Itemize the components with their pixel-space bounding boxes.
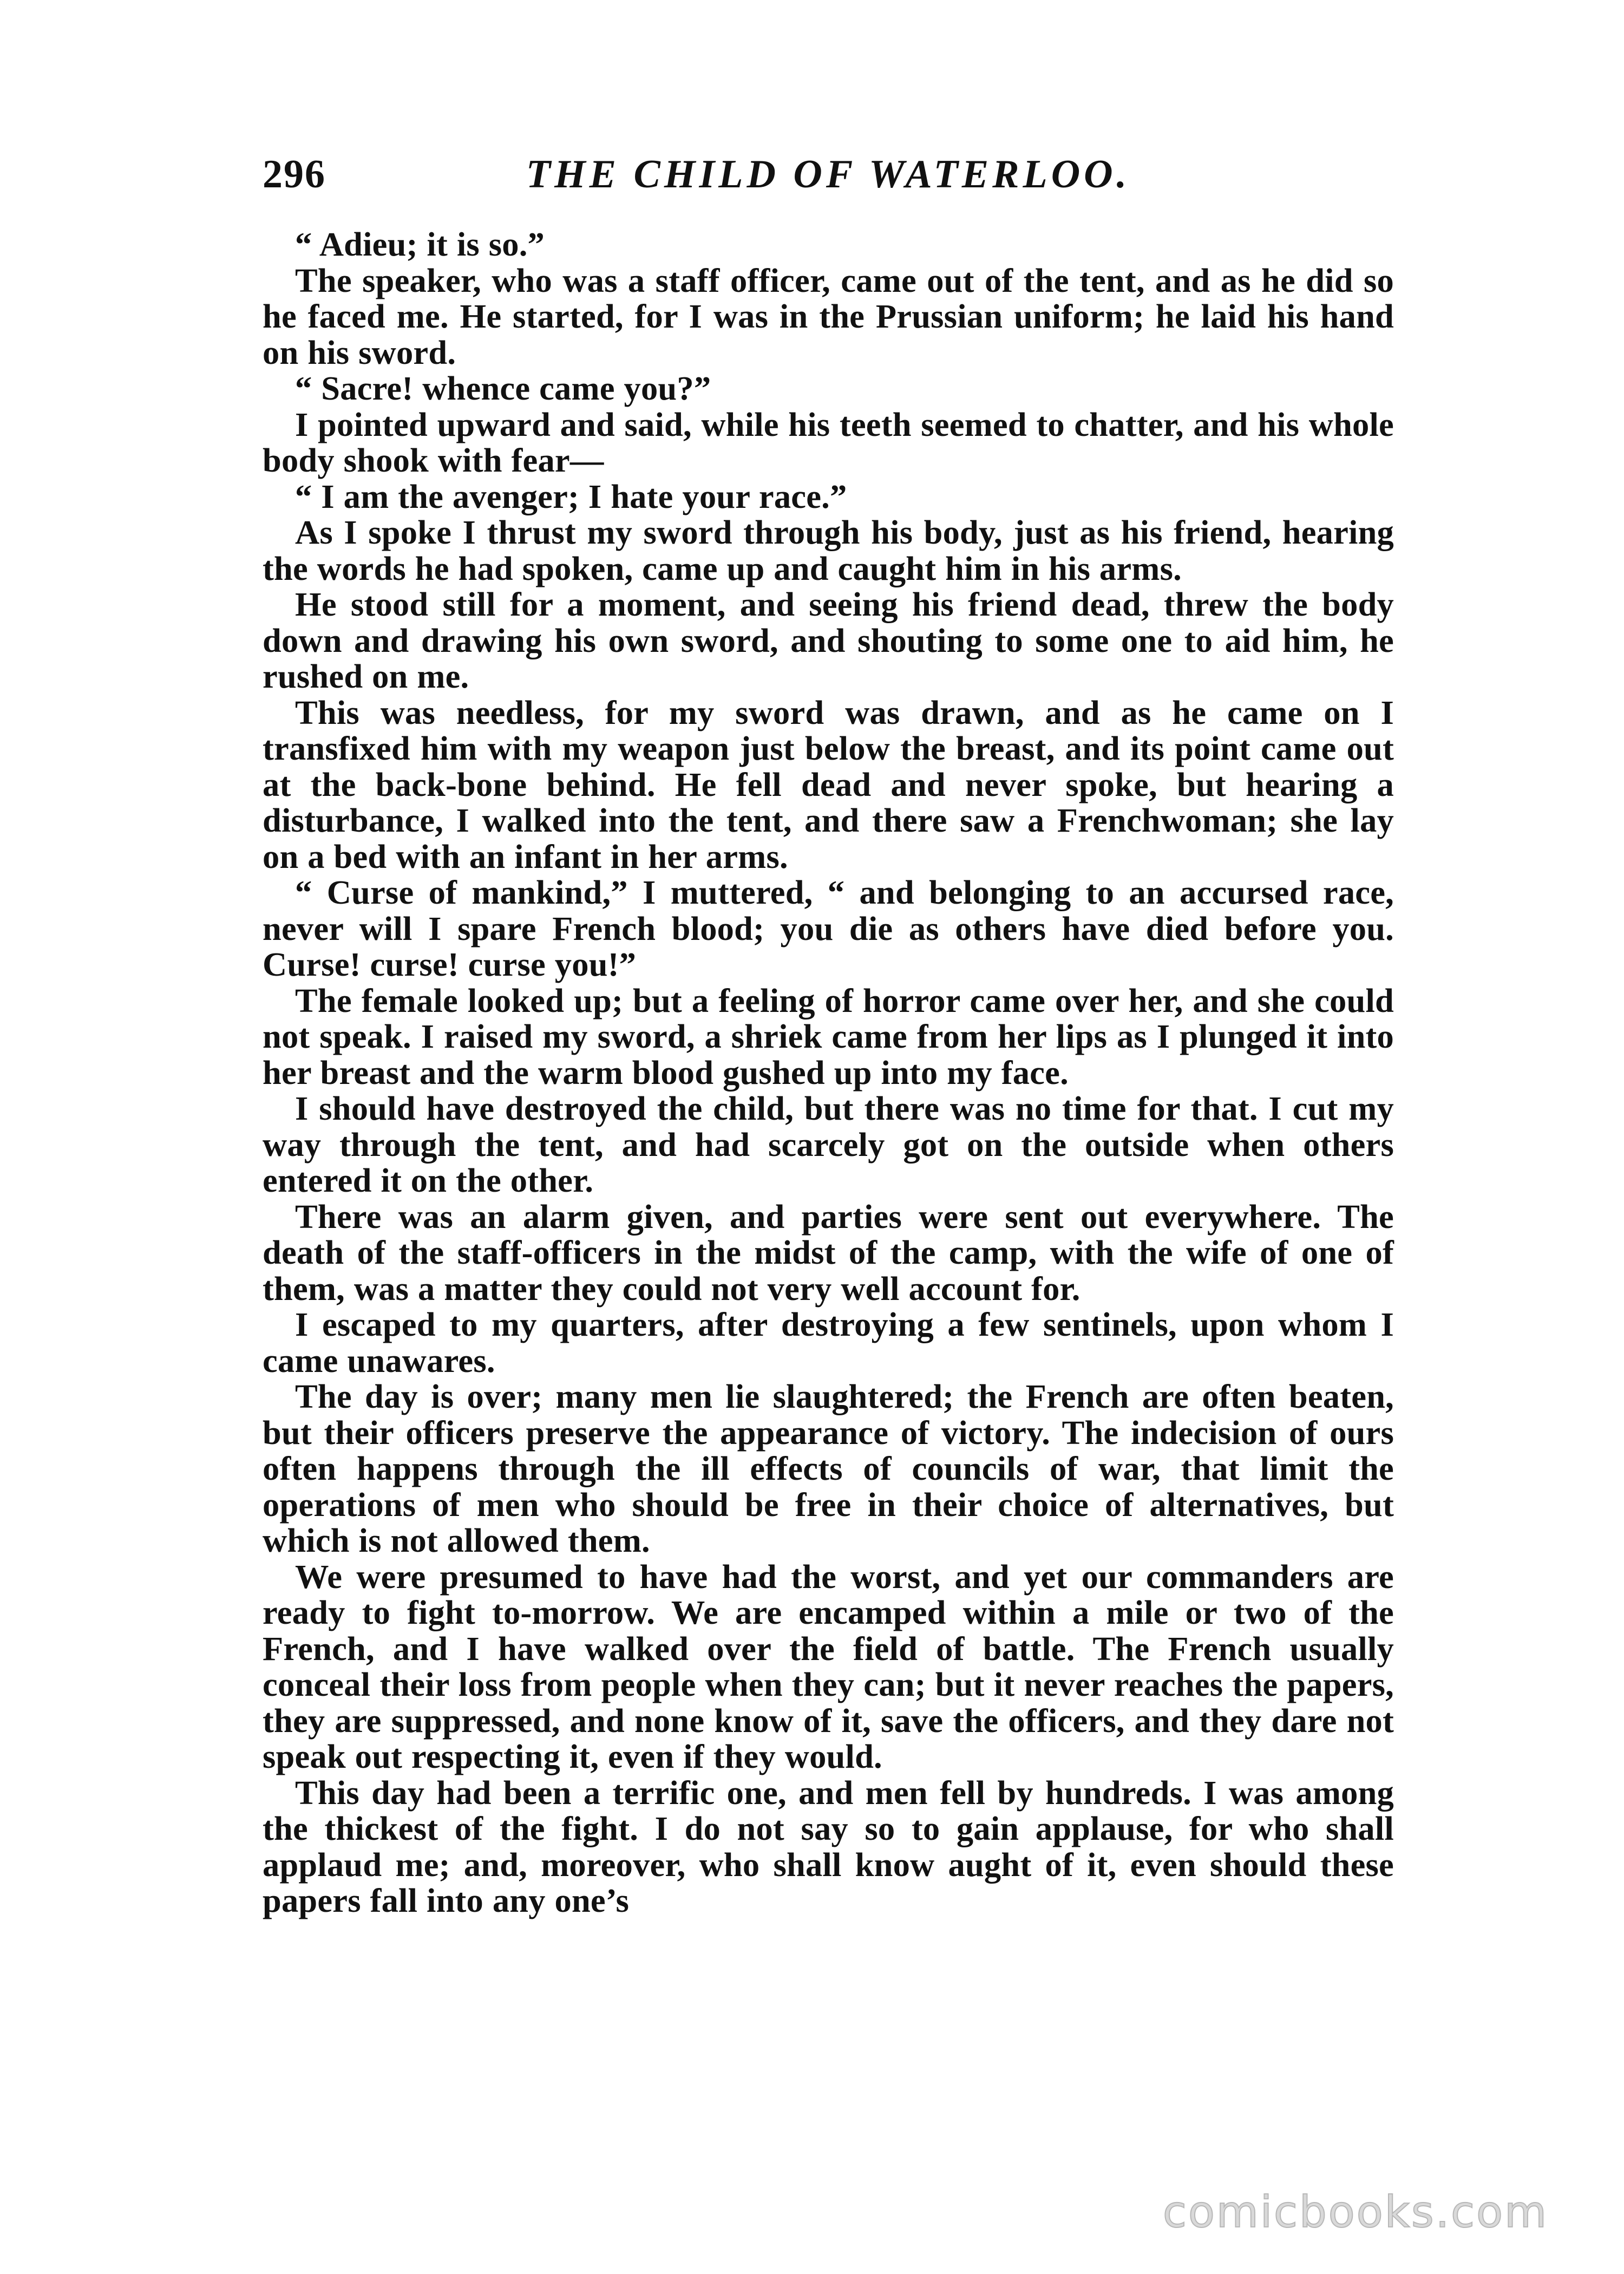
page-number: 296 bbox=[263, 152, 326, 197]
paragraph: There was an alarm given, and parties were sent out everywhere. The death of the staff-officers in the midst of the camp, with the wife of one of them, was a matter they could not very well account for. bbox=[263, 1197, 1394, 1308]
paragraph: “ Curse of mankind,” I muttered, “ and belonging to an accursed race, never will I spare French blood; you die as others have died before you. Curse! curse! curse you!” bbox=[263, 873, 1394, 983]
paragraph: He stood still for a moment, and seeing his friend dead, threw the body down and drawing his own sword, and shouting to some one to aid him, he rushed on me. bbox=[263, 585, 1394, 695]
page-header bbox=[263, 152, 1394, 211]
paragraph: We were presumed to have had the worst, and yet our commanders are ready to fight to-morrow. We are encamped within a mile or two of the French, and I have walked over the field of battle. The French usually conceal their loss from people when they can; but it never reaches the papers, they are suppressed, and none know of it, save the officers, and they dare not speak out respecting it, even if they would. bbox=[263, 1557, 1394, 1775]
paragraph: The female looked up; but a feeling of horror came over her, and she could not speak. I raised my sword, a shriek came from her lips as I plunged it into her breast and the warm blood gushed up into my face. bbox=[263, 981, 1394, 1092]
body-text bbox=[263, 226, 1394, 1919]
paragraph: As I spoke I thrust my sword through his body, just as his friend, hearing the words he had spoken, came up and caught him in his arms. bbox=[263, 513, 1394, 587]
paragraph: The day is over; many men lie slaughtered; the French are often beaten, but their officers preserve the appearance of victory. The indecision of ours often happens through the ill effects of councils of war, that limit the operations of men who should be free in their choice of alternatives, but which is not allowed them. bbox=[263, 1377, 1394, 1559]
paragraph: “ Adieu; it is so.” bbox=[295, 225, 545, 263]
paragraph: I should have destroyed the child, but there was no time for that. I cut my way through the tent, and had scarcely got on the outside when others entered it on the other. bbox=[263, 1089, 1394, 1199]
paragraph: I escaped to my quarters, after destroying a few sentinels, upon whom I came unawares. bbox=[263, 1305, 1394, 1380]
paragraph: “ Sacre! whence came you?” bbox=[295, 369, 711, 407]
paragraph: The speaker, who was a staff officer, came out of the tent, and as he did so he faced me. He started, for I was in the Prussian uniform; he laid his hand on his sword. bbox=[263, 261, 1394, 371]
paragraph: This was needless, for my sword was drawn, and as he came on I transfixed him with my weapon just below the breast, and its point came out at the back-bone behind. He fell dead and never spoke, but hearing a disturbance, I walked into the tent, and there saw a Frenchwoman; she lay on a bed with an infant in her arms. bbox=[263, 693, 1394, 875]
running-title: THE CHILD OF WATERLOO. bbox=[526, 152, 1131, 197]
watermark: comicbooks.com bbox=[1162, 2187, 1548, 2237]
paragraph: I pointed upward and said, while his teeth seemed to chatter, and his whole body shook with fear— bbox=[263, 405, 1394, 479]
paragraph: “ I am the avenger; I hate your race.” bbox=[295, 477, 847, 515]
paragraph: This day had been a terrific one, and men fell by hundreds. I was among the thickest of the fight. I do not say so to gain applause, for who shall applaud me; and, moreover, who shall know aught of it, even should these papers fall into any one’s bbox=[263, 1773, 1394, 1919]
